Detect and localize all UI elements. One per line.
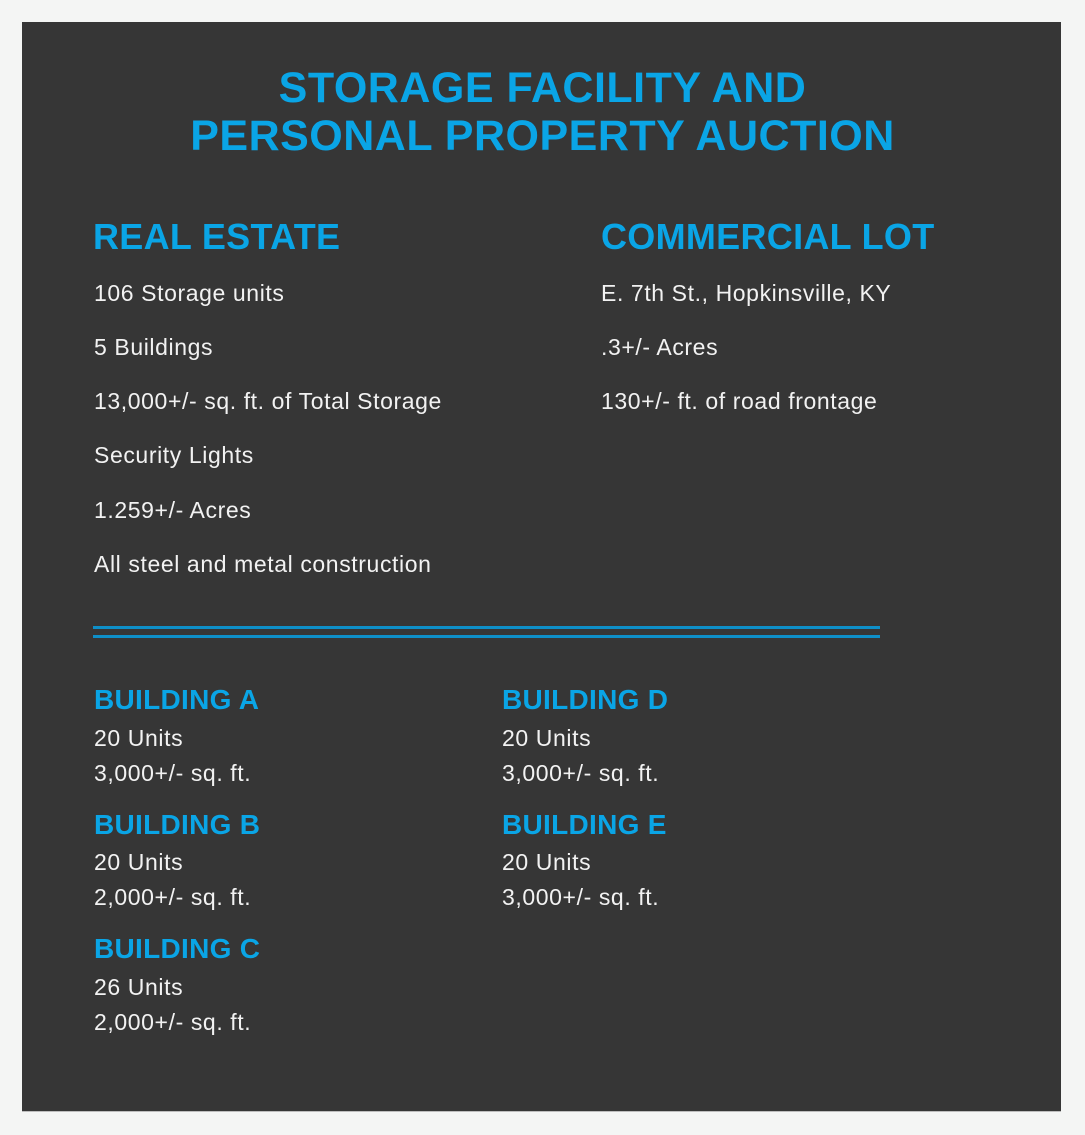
commercial-lot-item: E. 7th St., Hopkinsville, KY (601, 280, 892, 306)
building-a-heading: BUILDING A (94, 684, 260, 715)
commercial-lot-item: 130+/- ft. of road frontage (601, 388, 878, 414)
building-a-units: 20 Units (94, 725, 184, 751)
building-e-units: 20 Units (502, 849, 592, 875)
building-b-heading: BUILDING B (94, 809, 261, 840)
building-d-units: 20 Units (502, 725, 592, 751)
building-e-heading: BUILDING E (502, 809, 667, 840)
real-estate-item: 1.259+/- Acres (94, 497, 252, 523)
building-c-area: 2,000+/- sq. ft. (94, 1009, 252, 1035)
building-d-heading: BUILDING D (502, 684, 669, 715)
title-line-1: STORAGE FACILITY AND (278, 64, 807, 112)
title-line-2: PERSONAL PROPERTY AUCTION (190, 112, 895, 160)
page-title (0, 64, 1085, 160)
building-e-area: 3,000+/- sq. ft. (502, 884, 660, 910)
real-estate-item: 106 Storage units (94, 280, 285, 306)
real-estate-item: 5 Buildings (94, 334, 214, 360)
building-a-area: 3,000+/- sq. ft. (94, 760, 252, 786)
building-c-units: 26 Units (94, 974, 184, 1000)
real-estate-item: All steel and metal construction (94, 551, 432, 577)
real-estate-item: 13,000+/- sq. ft. of Total Storage (94, 388, 442, 414)
building-b-area: 2,000+/- sq. ft. (94, 884, 252, 910)
commercial-lot-item: .3+/- Acres (601, 334, 719, 360)
real-estate-heading: REAL ESTATE (93, 216, 341, 257)
building-c-heading: BUILDING C (94, 933, 261, 964)
building-b-units: 20 Units (94, 849, 184, 875)
divider-line-bottom (93, 635, 880, 638)
divider-line-top (93, 626, 880, 629)
commercial-lot-heading: COMMERCIAL LOT (601, 216, 935, 257)
building-d-area: 3,000+/- sq. ft. (502, 760, 660, 786)
real-estate-item: Security Lights (94, 442, 254, 468)
